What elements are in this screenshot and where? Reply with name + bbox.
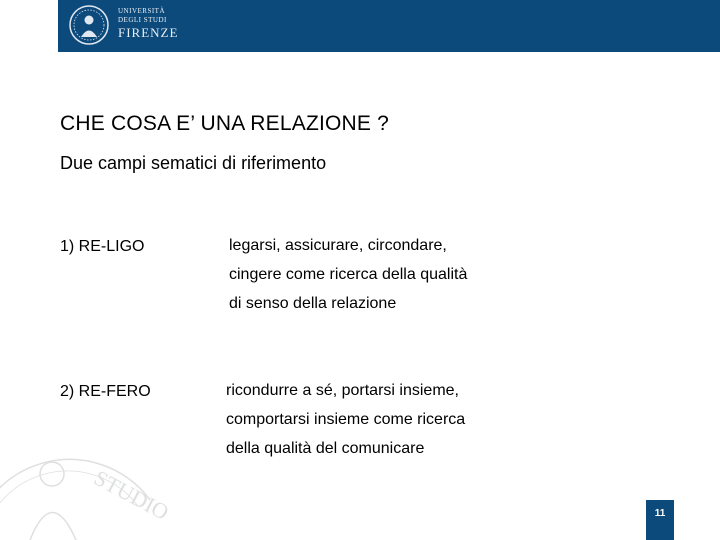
term-religo: 1) RE-LIGO bbox=[60, 238, 145, 255]
watermark-text: STUDIO bbox=[89, 464, 173, 525]
page-number: 11 bbox=[646, 500, 674, 540]
definition-line: di senso della relazione bbox=[229, 295, 397, 312]
definition-line: ricondurre a sé, portarsi insieme, bbox=[226, 382, 459, 399]
slide-subtitle: Due campi sematici di riferimento bbox=[60, 153, 327, 173]
definition-line: legarsi, assicurare, circondare, bbox=[229, 237, 447, 254]
definition-refero bbox=[226, 376, 465, 463]
slide-title: CHE COSA E’ UNA RELAZIONE ? bbox=[60, 112, 390, 135]
definition-line: comportarsi insieme come ricerca bbox=[226, 411, 466, 428]
university-logo bbox=[68, 4, 178, 48]
logo-line-3: FIRENZE bbox=[118, 25, 179, 40]
logo-line-2: DEGLI STUDI bbox=[118, 16, 167, 24]
university-seal-icon bbox=[68, 4, 110, 46]
university-name bbox=[118, 8, 178, 39]
term-refero: 2) RE-FERO bbox=[60, 383, 151, 400]
definition-line: della qualità del comunicare bbox=[226, 440, 425, 457]
definition-line: cingere come ricerca della qualità bbox=[229, 266, 468, 283]
definition-religo bbox=[229, 231, 467, 318]
university-watermark-icon bbox=[0, 440, 173, 540]
logo-line-1: UNIVERSITÀ bbox=[118, 7, 165, 15]
